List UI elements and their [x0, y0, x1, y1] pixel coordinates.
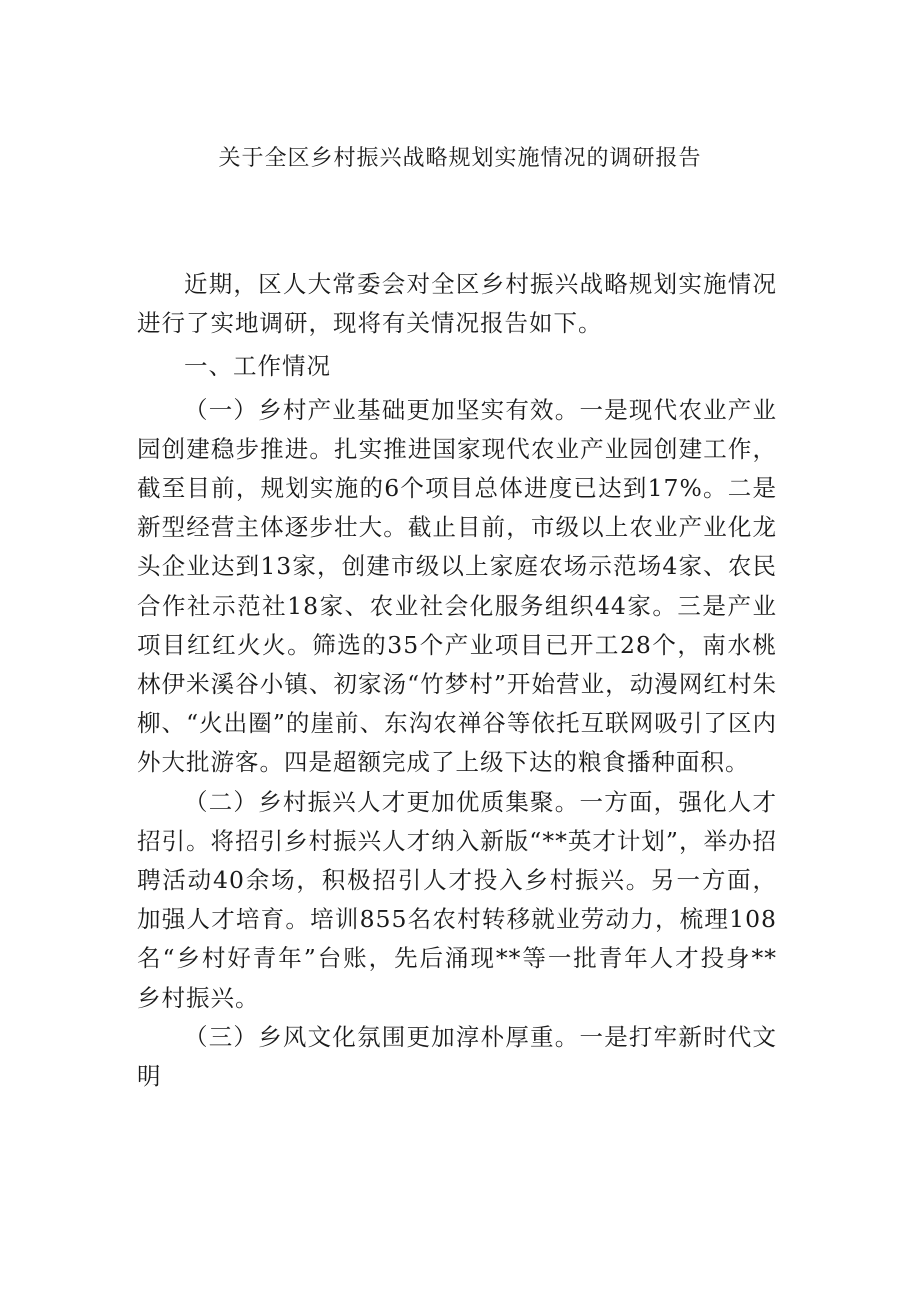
- paragraph-rural-talent: （二）乡村振兴人才更加优质集聚。一方面，强化人才招引。将招引乡村振兴人才纳入新版“**英才计划”，举办招聘活动40余场，积极招引人才投入乡村振兴。另一方面，加强人才培育。培训855名农村转移就业劳动力，梳理108名“乡村好青年”台账，先后涌现**等一批青年人才投身**乡村振兴。: [137, 787, 777, 1012]
- document-title: 关于全区乡村振兴战略规划实施情况的调研报告: [218, 146, 702, 171]
- paragraph-rural-industry: （一）乡村产业基础更加坚实有效。一是现代农业产业园创建稳步推进。扎实推进国家现代农业产业园创建工作，截至目前，规划实施的6个项目总体进度已达到17%。二是新型经营主体逐步壮大。截止目前，市级以上农业产业化龙头企业达到13家，创建市级以上家庭农场示范场4家、农民合作社示范社18家、农业社会化服务组织44家。三是产业项目红红火火。筛选的35个产业项目已开工28个，南水桃林伊米溪谷小镇、初家汤“竹梦村”开始营业，动漫网红村朱柳、“火出圈”的崖前、东沟农禅谷等依托互联网吸引了区内外大批游客。四是超额完成了上级下达的粮食播种面积。: [137, 395, 777, 777]
- intro-paragraph: 近期，区人大常委会对全区乡村振兴战略规划实施情况进行了实地调研，现将有关情况报告如下。: [137, 270, 777, 338]
- paragraph-rural-culture: （三）乡风文化氛围更加淳朴厚重。一是打牢新时代文明: [137, 1022, 777, 1091]
- document-body: [137, 265, 777, 1096]
- section-heading-work-status: 一、工作情况: [184, 352, 331, 381]
